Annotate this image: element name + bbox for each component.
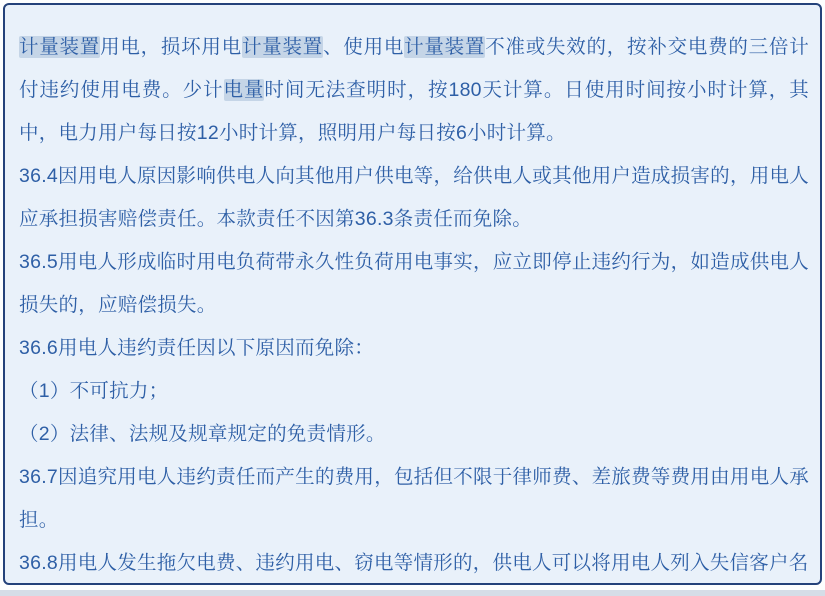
paragraph-text: （2）法律、法规及规章规定的免责情形。 [19,423,386,445]
contract-body [19,26,809,585]
contract-paragraph [19,241,809,327]
paragraph-text: 36.5用电人形成临时用电负荷带永久性负荷用电事实，应立即停止违约行为，如造成供电人损失的，应赔偿损失。 [19,251,809,316]
contract-paragraph [19,370,809,413]
paragraph-text: 36.4因用电人原因影响供电人向其他用户供电等，给供电人或其他用户造成损害的，用电人应承担损害赔偿责任。本款责任不因第36.3条责任而免除。 [19,165,809,230]
search-highlight: 计量装置 [241,36,324,58]
paragraph-text: 36.6用电人违约责任因以下原因而免除： [19,337,374,359]
paragraph-text: 时间无法查明时，按180天计算。日使用时间按小时计算，其中，电力用户每日按12小时计算，照明用户每日按6小时计算。 [19,79,809,144]
contract-paragraph [19,26,809,155]
paragraph-text: 36.7因追究用电人违约责任而产生的费用，包括但不限于律师费、差旅费等费用由用电人承担。 [19,466,809,531]
page-bottom-edge [0,590,825,596]
paragraph-text: 用电，损坏用电 [100,36,242,58]
paragraph-text: 不准或失效的，按补交电费的三倍计付违约使用电费。少计 [19,36,809,101]
contract-paragraph [19,155,809,241]
search-highlight: 计量装置 [404,36,486,58]
contract-page [3,3,822,585]
search-highlight: 电量 [223,79,265,101]
paragraph-text: 、使用电 [323,36,405,58]
contract-paragraph [19,327,809,370]
contract-paragraph [19,413,809,456]
paragraph-text: 36.8用电人发生拖欠电费、违约用电、窃电等情形的，供电人可以将用电人列入失信客户名 [19,552,809,574]
search-highlight: 计量装置 [19,36,101,58]
contract-paragraph [19,542,809,585]
contract-paragraph [19,456,809,542]
paragraph-text: （1）不可抗力； [19,380,169,402]
